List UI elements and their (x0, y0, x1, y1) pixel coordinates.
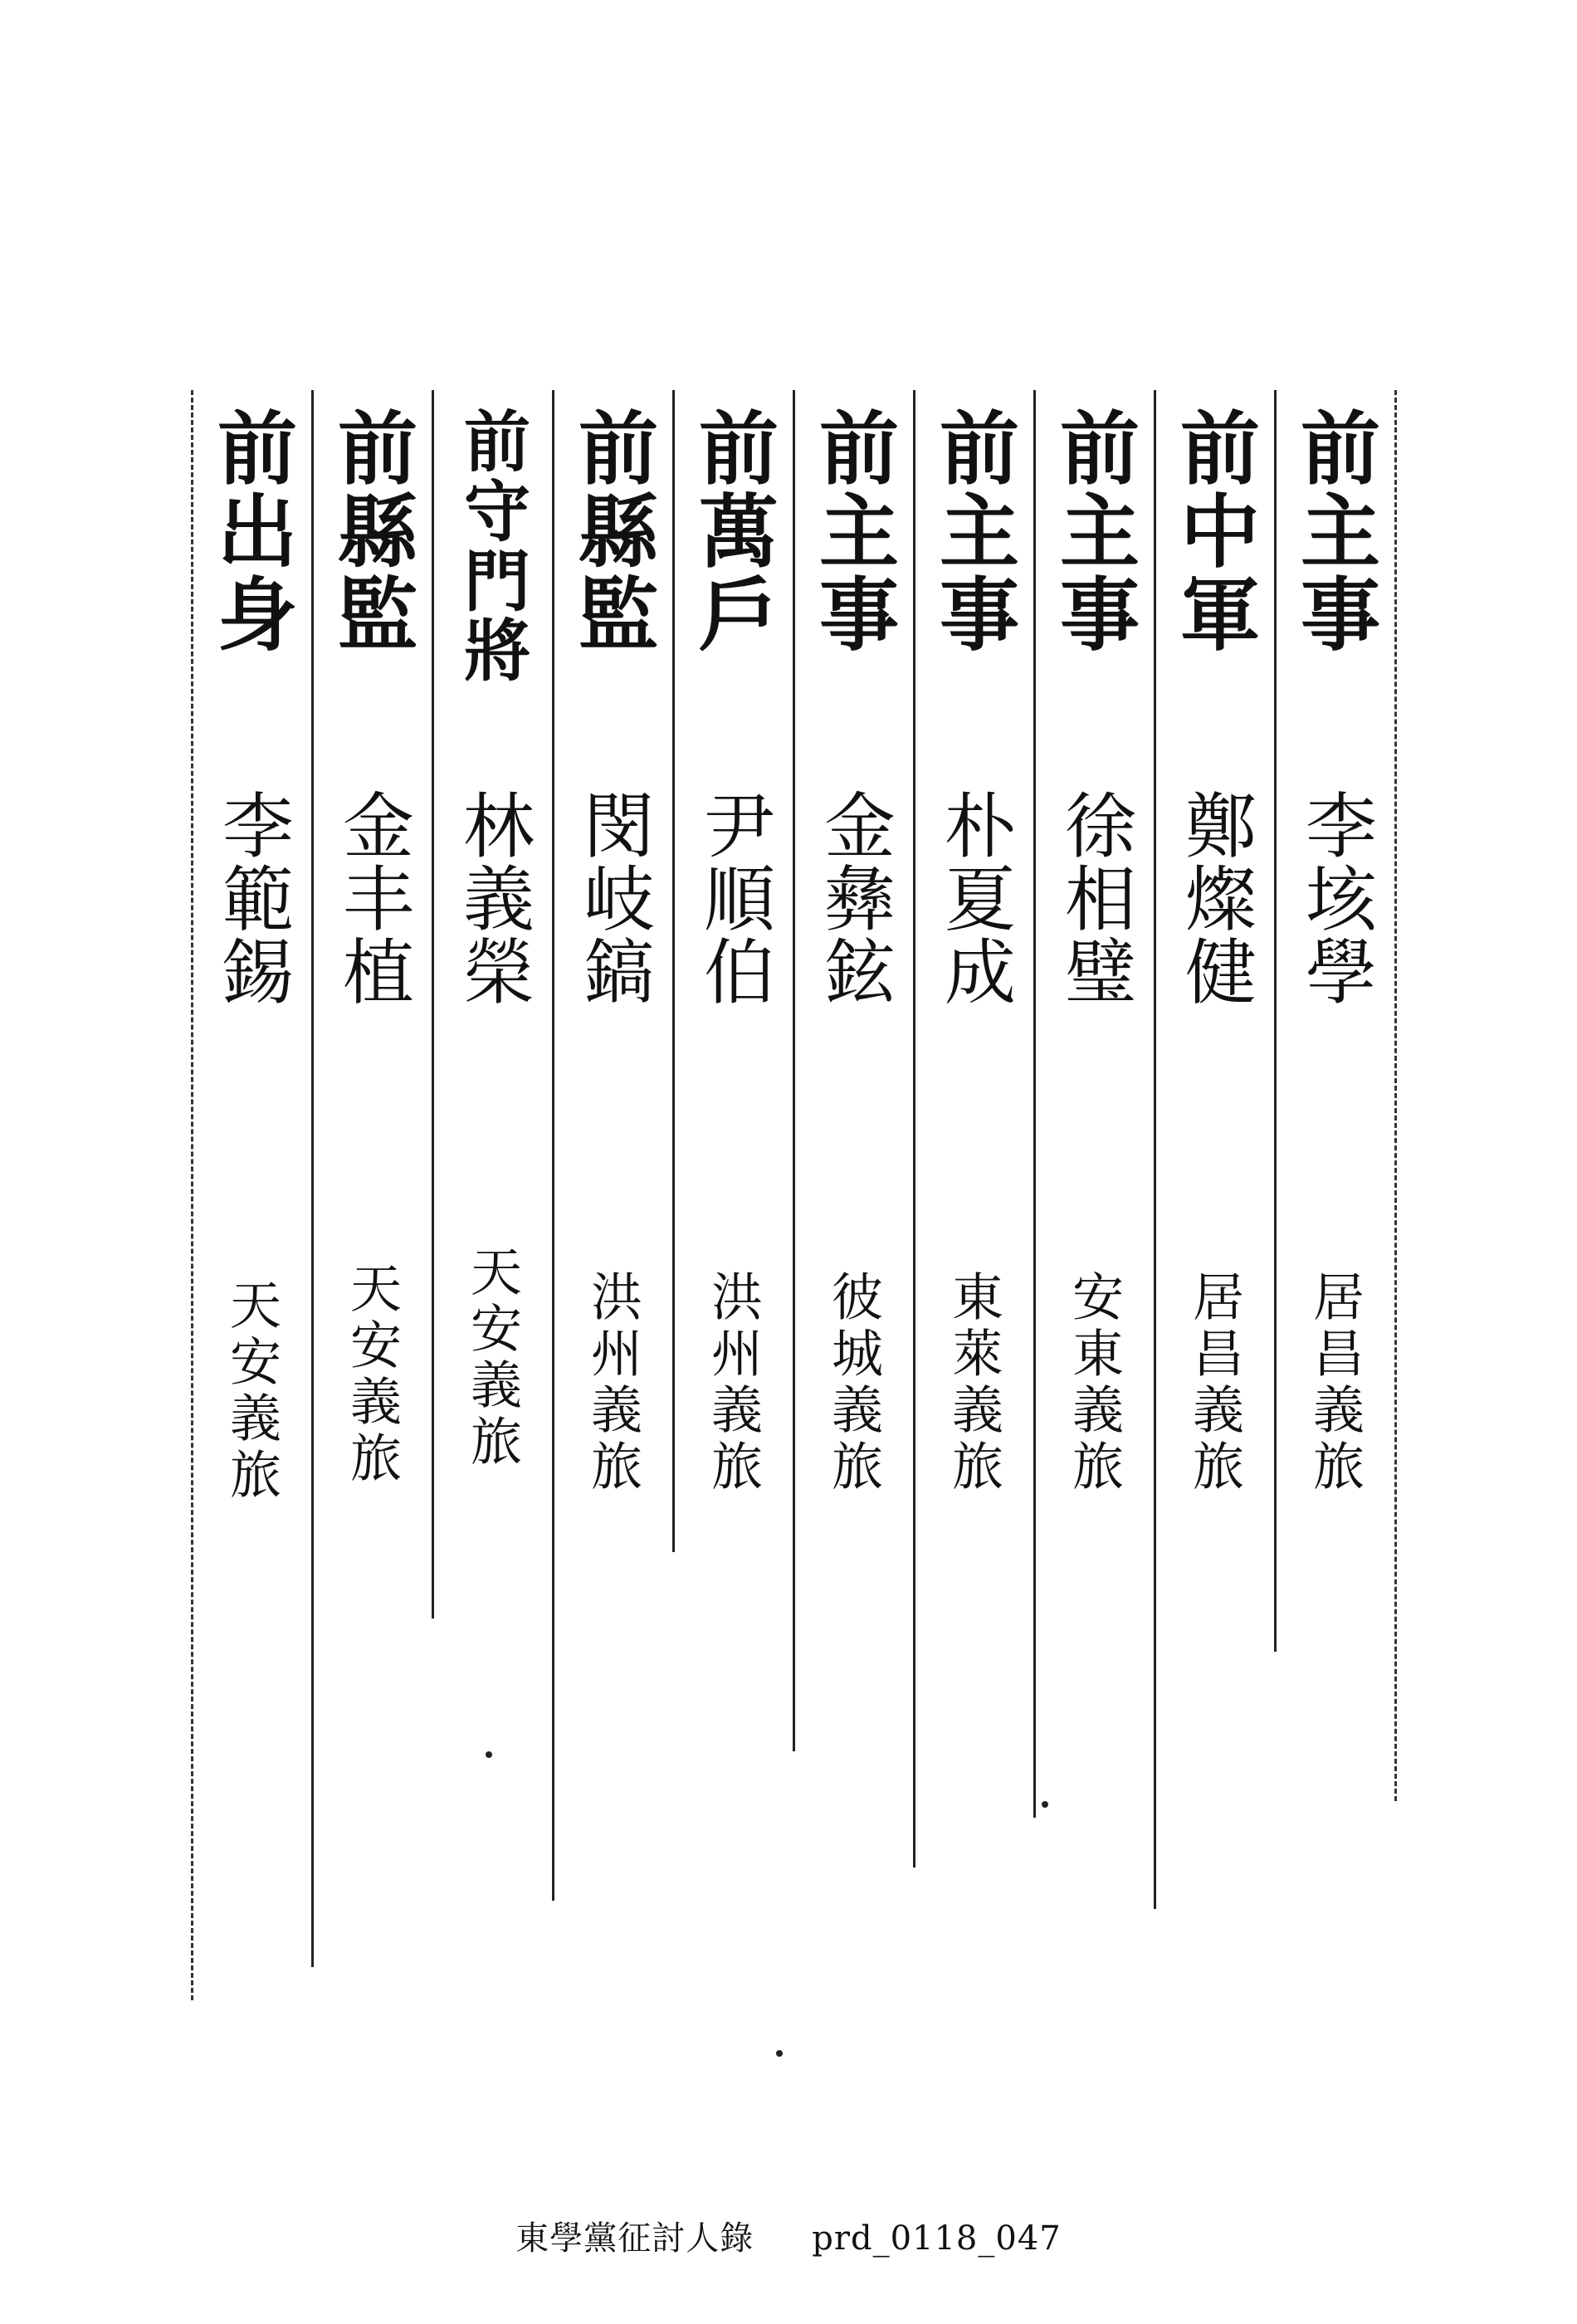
record-column (438, 390, 546, 2034)
column-rule (552, 390, 554, 1901)
ink-speck (486, 1751, 492, 1758)
ink-speck (776, 2050, 783, 2057)
caption-title: 東學黨征討人錄 (515, 2219, 754, 2258)
column-rule (191, 390, 193, 2000)
record-title: 前主事 (806, 407, 901, 656)
record-origin: 彼城義旅 (823, 1270, 884, 1496)
record-title: 前主事 (1047, 407, 1141, 656)
column-rule (1274, 390, 1277, 1652)
record-column (1281, 390, 1389, 2034)
column-rule (913, 390, 915, 1868)
record-name: 鄭燦健 (1173, 788, 1256, 1008)
record-column (679, 390, 787, 2034)
record-column (559, 390, 666, 2034)
caption-code: prd_0118_047 (812, 2219, 1062, 2258)
record-title: 前守門將 (452, 407, 531, 686)
record-origin: 天安義旅 (341, 1262, 403, 1487)
column-rule (1033, 390, 1036, 1818)
column-rule (432, 390, 434, 1618)
record-name: 朴夏成 (932, 788, 1015, 1008)
record-origin: 洪州義旅 (702, 1270, 764, 1496)
ink-speck (1042, 1801, 1048, 1808)
record-column (318, 390, 426, 2034)
record-name: 尹順伯 (691, 788, 774, 1008)
record-title: 前主事 (926, 407, 1021, 656)
record-name: 李垓學 (1293, 788, 1376, 1008)
column-rule (311, 390, 314, 1967)
page-caption (0, 2212, 1577, 2259)
record-column (920, 390, 1028, 2034)
record-name: 林義榮 (451, 788, 534, 1008)
record-column (1160, 390, 1268, 2034)
record-column (799, 390, 907, 2034)
record-origin: 東萊義旅 (943, 1270, 1004, 1496)
record-title: 前縣監 (325, 407, 419, 656)
record-name: 金丰植 (330, 788, 413, 1008)
record-title: 前萬戶 (686, 407, 780, 656)
record-origin: 居昌義旅 (1184, 1270, 1245, 1496)
record-column (198, 390, 305, 2034)
record-origin: 洪州義旅 (582, 1270, 643, 1496)
column-rule (1394, 390, 1397, 1801)
column-rule (793, 390, 795, 1751)
record-origin: 居昌義旅 (1304, 1270, 1365, 1496)
record-name: 閔岐鎬 (571, 788, 654, 1008)
manuscript-sheet (187, 390, 1407, 2034)
record-title: 前中軍 (1167, 407, 1262, 656)
record-name: 李範錫 (210, 788, 293, 1008)
record-column (1040, 390, 1148, 2034)
record-origin: 安東義旅 (1063, 1270, 1125, 1496)
record-name: 徐相璧 (1052, 788, 1135, 1008)
record-title: 前出身 (204, 407, 299, 656)
record-title: 前縣監 (565, 407, 660, 656)
column-rule (1154, 390, 1156, 1909)
record-origin: 天安義旅 (461, 1245, 523, 1471)
record-origin: 天安義旅 (221, 1278, 282, 1504)
record-name: 金彝鉉 (812, 788, 895, 1008)
column-rule (672, 390, 675, 1552)
record-title: 前主事 (1287, 407, 1382, 656)
